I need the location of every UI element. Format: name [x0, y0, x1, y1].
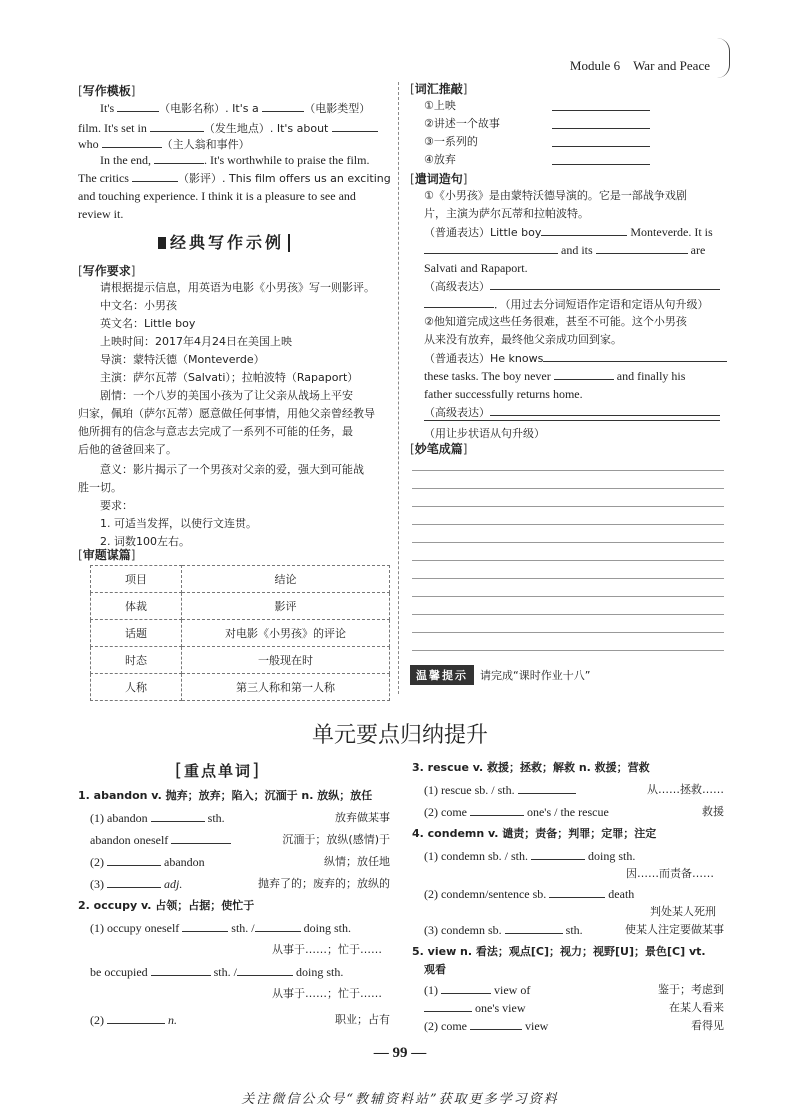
s2-cn-line-2: 从来没有放弃，最终他父亲成功回到家。 — [424, 333, 622, 346]
req-line-9: 他所拥有的信念与意志去完成了一系列不可能的任务，最 — [78, 425, 353, 438]
ruled-line — [412, 596, 724, 597]
condemn-row-3: (3) condemn sb. sth. 使某人注定要做某事 — [424, 923, 724, 937]
table-cell: 体裁 — [91, 593, 182, 620]
req-line-4: 上映时间：2017年4月24日在美国上映 — [100, 335, 292, 348]
classic-example-title: 经典写作示例 — [158, 230, 290, 253]
req-line-11: 意义：影片揭示了一个男孩对父亲的爱，强大到可能战 — [100, 463, 364, 476]
condemn-row-1: (1) condemn sb. / sth. doing sth. — [424, 849, 636, 863]
s1-normal-line-1: （普通表达）Little boy Monteverde. It is — [424, 225, 713, 239]
s1-normal-line-2: and its are — [424, 240, 705, 260]
table-cell: 一般现在时 — [182, 647, 390, 674]
table-cell: 对电影《小男孩》的评论 — [182, 620, 390, 647]
vocab-blank[interactable] — [552, 146, 650, 147]
fill-blank[interactable] — [470, 803, 524, 816]
ruled-line — [412, 578, 724, 579]
req-line-8: 归家，佩珀（萨尔瓦蒂）愿意做任何事情，用他父亲曾经教导 — [78, 407, 375, 420]
fill-blank[interactable] — [151, 809, 205, 822]
page-number: — 99 — — [373, 1045, 427, 1061]
fill-blank[interactable] — [505, 921, 563, 934]
section-head-vocab: [词汇推敲] — [410, 82, 468, 96]
section-head-requirements: [写作要求] — [78, 264, 136, 278]
ruled-line — [412, 506, 724, 507]
section-head-analysis: [审题谋篇] — [78, 548, 136, 562]
fill-blank[interactable] — [424, 295, 494, 308]
entry-view-cont: 观看 — [424, 963, 446, 976]
req-line-15: 2. 词数100左右。 — [100, 535, 190, 548]
rescue-row-1: (1) rescue sb. / sth. 从……拯救…… — [424, 783, 724, 797]
table-row — [91, 647, 390, 674]
fill-blank[interactable] — [596, 241, 688, 254]
table-cell: 人称 — [91, 674, 182, 701]
s2-advanced-hint: （用让步状语从句升级） — [424, 427, 545, 440]
vocab-item-1: ①上映 — [424, 99, 456, 112]
s2-normal-line-1: （普通表达）He knows — [424, 348, 727, 368]
s1-advanced-line: （高级表达） — [424, 276, 720, 296]
table-cell: 项目 — [91, 566, 182, 593]
fill-blank[interactable] — [182, 919, 228, 932]
req-line-2: 中文名：小男孩 — [100, 299, 177, 312]
occupy-row-1: (1) occupy oneself sth. / doing sth. — [90, 921, 351, 935]
abandon-row-3: (2) abandon 纵情；放任地 — [90, 855, 390, 869]
s2-normal-line-2: these tasks. The boy never and finally his — [424, 369, 686, 383]
req-line-3: 英文名：Little boy — [100, 317, 196, 330]
occupy-row-3: (2) n. 职业；占有 — [90, 1013, 390, 1027]
rescue-row-2: (2) come one's / the rescue 救援 — [424, 805, 724, 819]
occupy-row-2-cn: 从事于……；忙于…… — [272, 987, 382, 1000]
table-row — [91, 620, 390, 647]
fill-blank[interactable] — [107, 1011, 165, 1024]
abandon-row-2: abandon oneself 沉湎于；放纵(感情)于 — [90, 833, 390, 847]
template-line-2: film. It's set in （发生地点）. It's about — [78, 118, 378, 138]
entry-abandon: 1. abandon v. 抛弃；放弃；陷入；沉湎于 n. 放纵；放任 — [78, 789, 373, 802]
fill-blank[interactable] — [441, 981, 491, 994]
ruled-line — [412, 560, 724, 561]
condemn-row-2-cn: 判处某人死刑 — [650, 905, 716, 918]
template-line-1: It's （电影名称）. It's a （电影类型） — [100, 101, 371, 115]
abandon-row-4: (3) adj. 抛弃了的；废弃的；放纵的 — [90, 877, 390, 891]
section-head-sentences: [遣词造句] — [410, 172, 468, 186]
fill-blank[interactable] — [424, 420, 720, 421]
req-line-5: 导演：蒙特沃德（Monteverde） — [100, 353, 265, 366]
fill-blank[interactable] — [255, 919, 301, 932]
fill-blank[interactable] — [107, 853, 161, 866]
table-row — [91, 593, 390, 620]
fill-blank[interactable] — [470, 1017, 522, 1030]
fill-blank[interactable] — [541, 223, 627, 236]
req-line-10: 后他的爸爸回来了。 — [78, 443, 177, 456]
table-cell: 影评 — [182, 593, 390, 620]
fill-blank[interactable] — [237, 963, 293, 976]
template-line-3: who （主人翁和事件） — [78, 137, 250, 151]
table-cell: 话题 — [91, 620, 182, 647]
s1-cn-line-2: 片，主演为萨尔瓦蒂和拉帕波特。 — [424, 207, 589, 220]
ruled-line — [412, 614, 724, 615]
vocab-item-2: ②讲述一个故事 — [424, 117, 500, 130]
template-line-7: review it. — [78, 207, 124, 221]
req-line-7: 剧情：一个八岁的美国小孩为了让父亲从战场上平安 — [100, 389, 353, 402]
vocab-item-4: ④放弃 — [424, 153, 456, 166]
entry-occupy: 2. occupy v. 占领；占据；使忙于 — [78, 899, 255, 912]
entry-rescue: 3. rescue v. 救援；拯救；解救 n. 救援；营救 — [412, 761, 650, 774]
view-row-2: one's view 在某人看来 — [424, 998, 724, 1018]
view-row-3: (2) come view 看得见 — [424, 1019, 724, 1033]
fill-blank[interactable] — [543, 349, 727, 362]
module-title: Module 6 War and Peace — [569, 58, 710, 73]
s2-cn-line-1: ②他知道完成这些任务很难，甚至不可能。这个小男孩 — [424, 315, 687, 328]
occupy-row-2: be occupied sth. / doing sth. — [90, 965, 344, 979]
s1-cn-line-1: ①《小男孩》是由蒙特沃德导演的。它是一部战争戏剧 — [424, 189, 687, 202]
key-vocab-heading: [重点单词] — [175, 760, 262, 781]
analysis-table — [90, 565, 390, 701]
section-head-template: [写作模板] — [78, 84, 136, 98]
table-row — [91, 566, 390, 593]
table-cell: 时态 — [91, 647, 182, 674]
tip-text: 请完成“课时作业十八” — [480, 669, 591, 682]
tip-label: 温馨提示 — [410, 665, 474, 685]
reminder-tip — [410, 665, 726, 685]
footer-note: 关注微信公众号“教辅资料站”获取更多学习资料 — [241, 1092, 559, 1107]
vocab-item-3: ③一系列的 — [424, 135, 478, 148]
fill-blank[interactable] — [424, 999, 472, 1012]
column-divider — [398, 82, 399, 694]
ruled-line — [412, 542, 724, 543]
ruled-line — [412, 524, 724, 525]
template-line-5: The critics （影评）. This film offers us an exciting — [78, 171, 391, 185]
table-cell: 第三人称和第一人称 — [182, 674, 390, 701]
s1-normal-line-3: Salvati and Rapaport. — [424, 261, 528, 275]
view-row-1: (1) view of 鉴于；考虑到 — [424, 983, 724, 997]
header-bracket-decoration — [717, 38, 730, 78]
s1-advanced-hint: ．（用过去分词短语作定语和定语从句升级） — [424, 294, 709, 314]
req-line-14: 1. 可适当发挥，以使行文连贯。 — [100, 517, 257, 530]
condemn-row-1-cn: 因……而责备…… — [626, 867, 714, 880]
s2-normal-line-3: father successfully returns home. — [424, 387, 583, 401]
fill-blank[interactable] — [490, 403, 720, 416]
fill-blank[interactable] — [554, 367, 614, 380]
condemn-row-2: (2) condemn/sentence sb. death — [424, 887, 635, 901]
fill-blank[interactable] — [171, 831, 231, 844]
table-row — [91, 674, 390, 701]
fill-blank[interactable] — [531, 847, 585, 860]
template-line-4: In the end, . It's worthwhile to praise the film. — [100, 153, 370, 167]
req-line-12: 胜一切。 — [78, 481, 122, 494]
unit-summary-title: 单元要点归纳提升 — [311, 723, 488, 748]
vocab-blank[interactable] — [552, 110, 650, 111]
vocab-blank[interactable] — [552, 164, 650, 165]
req-line-13: 要求： — [100, 499, 133, 512]
entry-condemn: 4. condemn v. 谴责；责备；判罪；定罪；注定 — [412, 827, 657, 840]
fill-blank[interactable] — [518, 781, 576, 794]
bookmark-icon — [158, 237, 166, 249]
s2-advanced-line: （高级表达） — [424, 402, 720, 422]
abandon-row-1: (1) abandon sth. 放弃做某事 — [90, 811, 390, 825]
fill-blank[interactable] — [549, 885, 605, 898]
ruled-line — [412, 488, 724, 489]
entry-view: 5. view n. 看法；观点[C]；视力；视野[U]；景色[C] vt. — [412, 945, 706, 958]
fill-blank[interactable] — [107, 875, 161, 888]
req-line-6: 主演：萨尔瓦蒂（Salvati）；拉帕波特（Rapaport） — [100, 371, 359, 384]
fill-blank[interactable] — [151, 963, 211, 976]
section-head-compose: [妙笔成篇] — [410, 442, 468, 456]
fill-blank[interactable] — [424, 241, 558, 254]
ruled-line — [412, 650, 724, 651]
ruled-line — [412, 470, 724, 471]
table-cell: 结论 — [182, 566, 390, 593]
occupy-row-1-cn: 从事于……；忙于…… — [272, 943, 382, 956]
fill-blank[interactable] — [490, 277, 720, 290]
ruled-line — [412, 632, 724, 633]
template-line-6: and touching experience. I think it is a pleasure to see and — [78, 189, 356, 203]
req-line-1: 请根据提示信息，用英语为电影《小男孩》写一则影评。 — [100, 281, 375, 294]
vocab-blank[interactable] — [552, 128, 650, 129]
